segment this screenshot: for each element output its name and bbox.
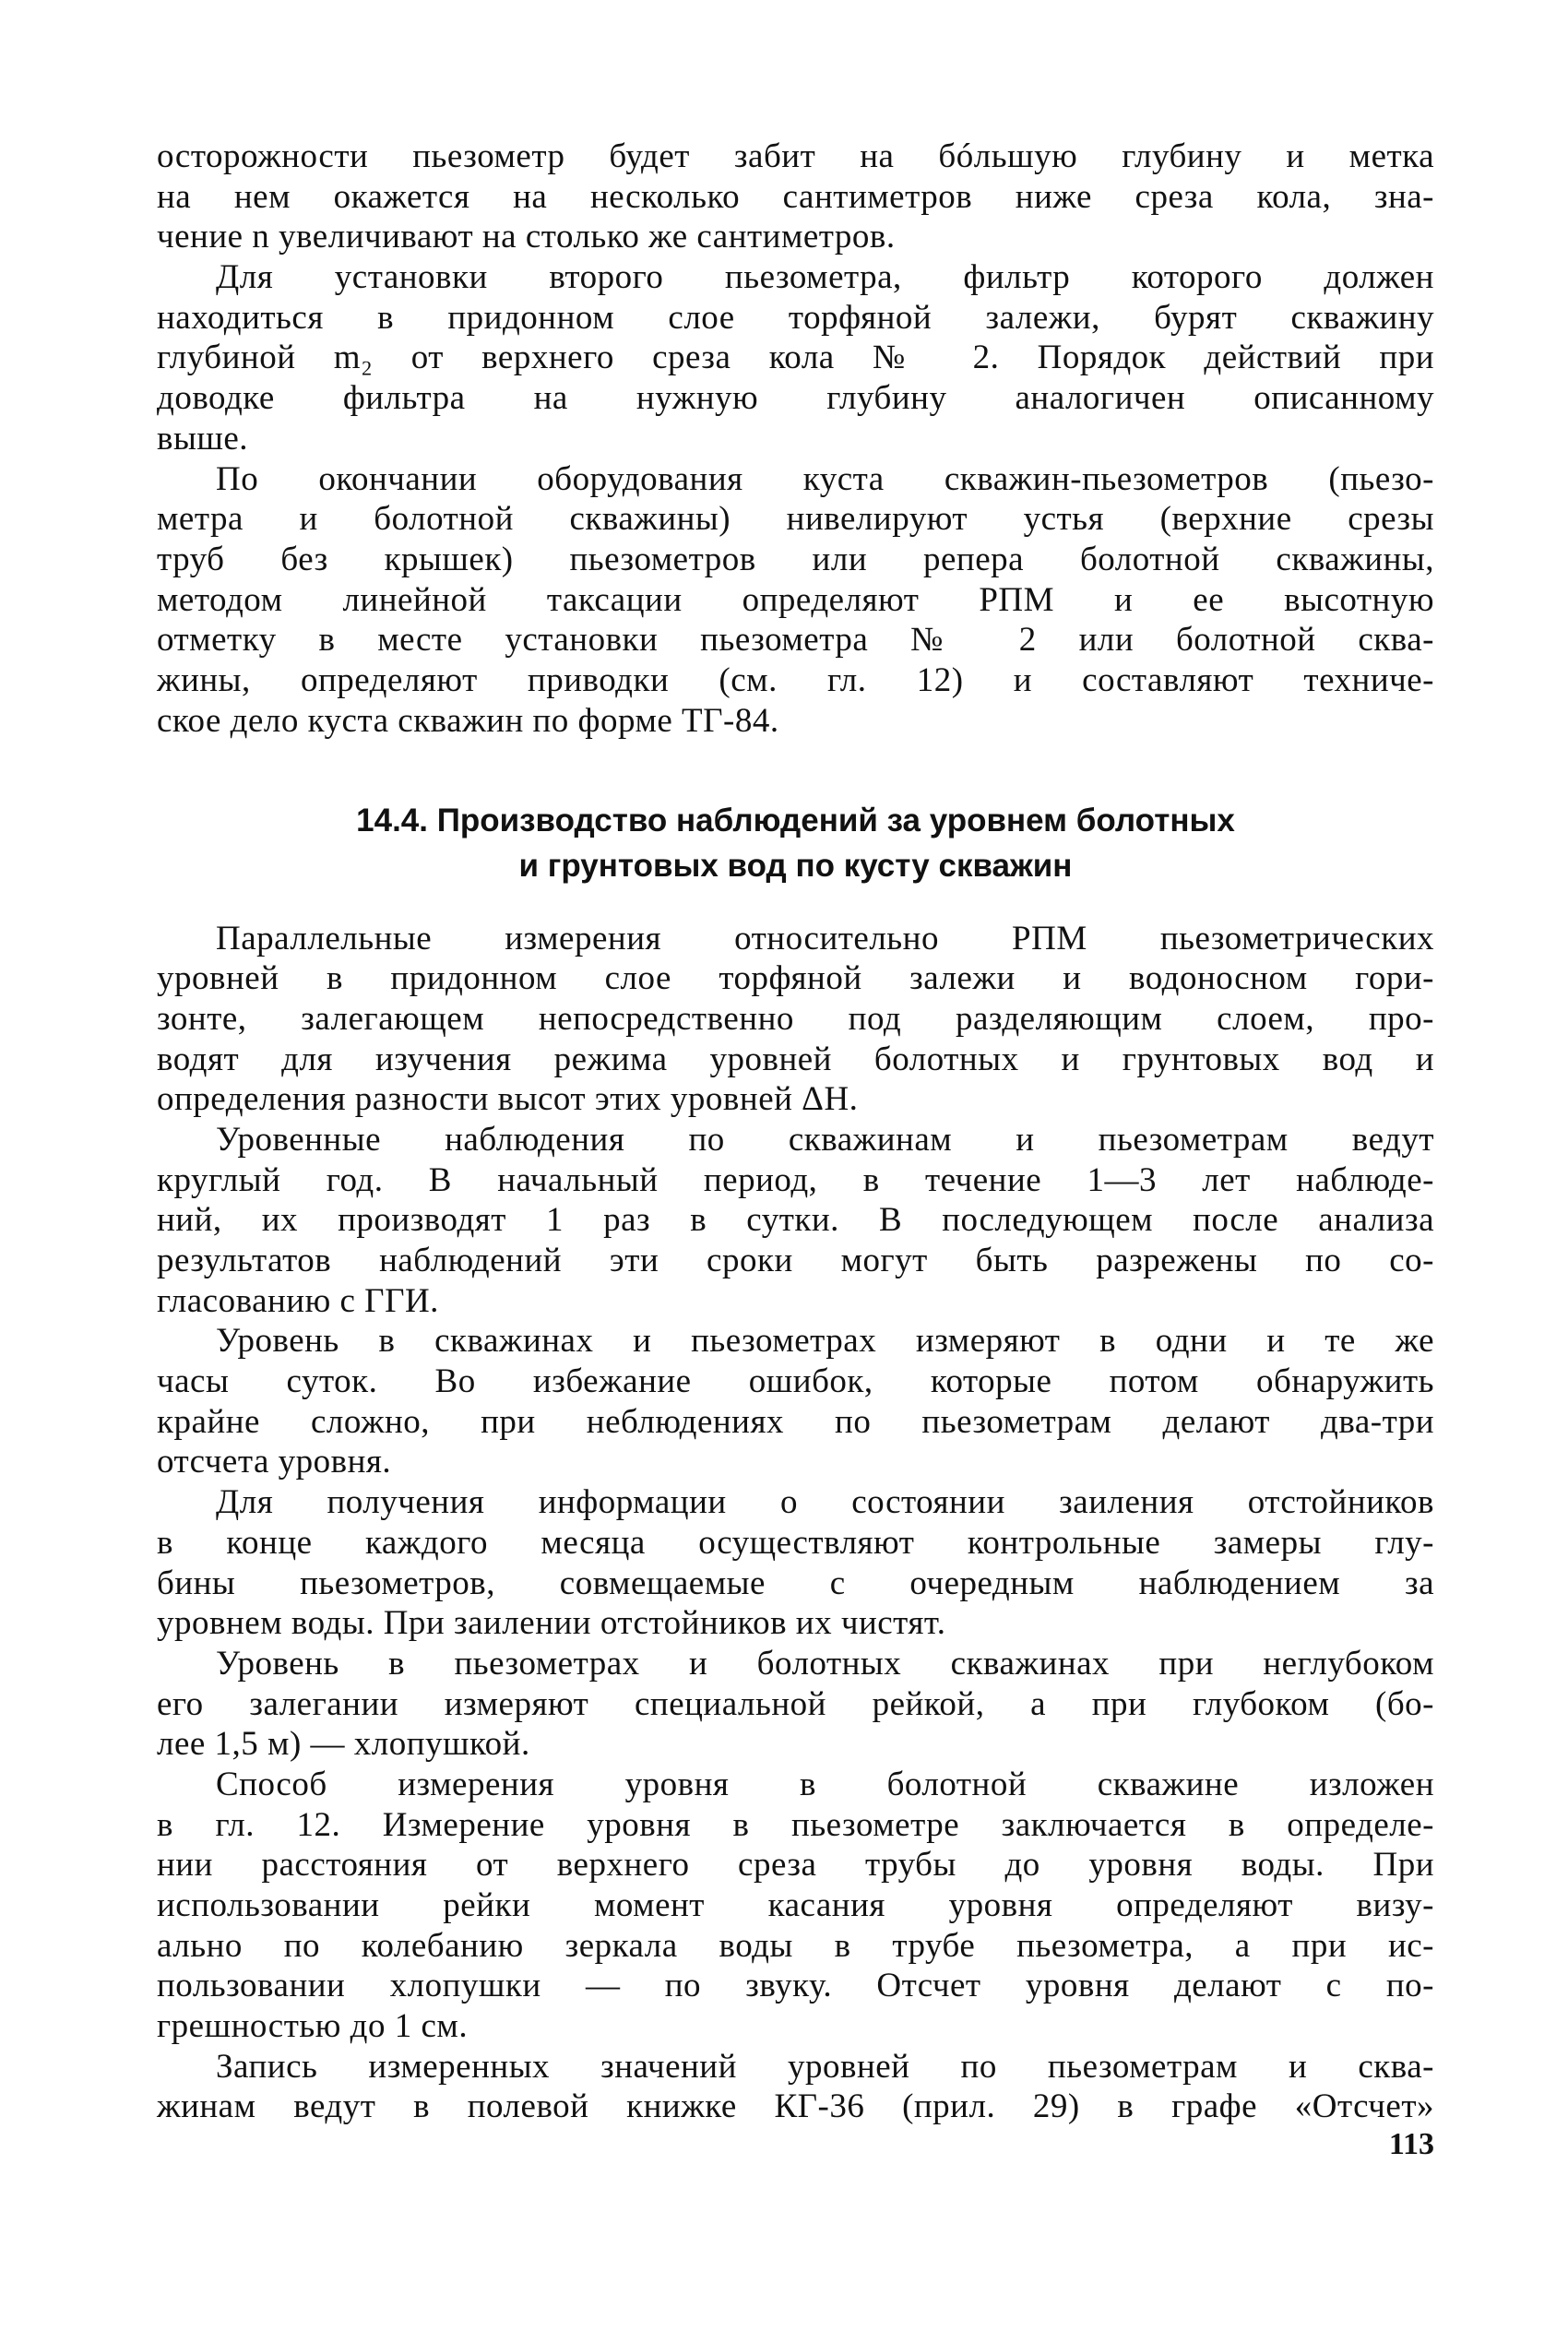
text-line: По окончании оборудования куста скважин-пьезометров (пьезо- (216, 459, 1434, 498)
text-line: в конце каждого месяца осуществляют контрольные замеры глу- (157, 1523, 1434, 1562)
text-line: методом линейной таксации определяют РПМ и ее высотную (157, 580, 1434, 619)
text-line: метра и болотной скважины) нивелируют устья (верхние срезы (157, 500, 1434, 539)
text-line: выше. (157, 419, 248, 458)
paragraph (157, 1644, 1434, 1765)
text-line: определения разности высот этих уровней ΔH. (157, 1080, 859, 1119)
text-line: ское дело куста скважин по форме ТГ-84. (157, 701, 779, 740)
paragraph (157, 2047, 1434, 2127)
text-line: Способ измерения уровня в болотной скважине изложен (216, 1765, 1434, 1803)
text-line: пользовании хлопушки — по звуку. Отсчет уровня делают с по- (157, 1967, 1434, 2005)
text-line: на нем окажется на несколько сантиметров ниже среза кола, зна- (157, 177, 1434, 216)
text-line: отсчета уровня. (157, 1443, 392, 1481)
text-line: Для получения информации о состоянии заиления отстойников (216, 1483, 1434, 1522)
text-line: зонте, залегающем непосредственно под разделяющим слоем, про- (157, 999, 1434, 1038)
text-line: Уровень в скважинах и пьезометрах измеряют в одни и те же (216, 1322, 1434, 1361)
text-line: Запись измеренных значений уровней по пьезометрам и сква- (216, 2047, 1434, 2086)
text-line: Для установки второго пьезометра, фильтр которого должен (216, 258, 1434, 297)
text-line: осторожности пьезометр будет забит на бóльшую глубину и метка (157, 137, 1434, 175)
text-line: Уровенные наблюдения по скважинам и пьезометрам ведут (216, 1120, 1434, 1159)
text-line: использовании рейки момент касания уровня определяют визу- (157, 1886, 1434, 1924)
text-line: лее 1,5 м) — хлопушкой. (157, 1725, 530, 1764)
section-heading (157, 799, 1434, 888)
heading-line: 14.4. Производство наблюдений за уровнем болотных (356, 803, 1235, 839)
text-line: часы суток. Во избежание ошибок, которые потом обнаружить (157, 1362, 1434, 1401)
text-line: результатов наблюдений эти сроки могут быть разрежены по со- (157, 1242, 1434, 1279)
text-line: водят для изучения режима уровней болотных и грунтовых вод и (157, 1040, 1434, 1078)
page-number: 113 (1388, 2127, 1434, 2161)
paragraph (157, 257, 1434, 458)
paragraph (157, 919, 1434, 1120)
paragraph (157, 1321, 1434, 1482)
paragraph (157, 137, 1434, 257)
text-line: жины, определяют приводки (см. гл. 12) и составляют техниче- (157, 660, 1434, 699)
text-line: грешностью до 1 см. (157, 2007, 469, 2046)
text-line: труб без крышек) пьезометров или репера болотной скважины, (157, 540, 1434, 578)
text-line: ально по колебанию зеркала воды в трубе пьезометра, а при ис- (157, 1926, 1434, 1965)
paragraph (157, 459, 1434, 742)
text-line: жинам ведут в полевой книжке КГ-36 (прил. 29) в графе «Отсчет» (157, 2087, 1434, 2126)
text-line: нии расстояния от верхнего среза трубы до уровня воды. При (157, 1846, 1434, 1885)
text-line: уровнем воды. При заилении отстойников их чистят. (157, 1604, 946, 1643)
paragraph (157, 1482, 1434, 1644)
text-line: находиться в придонном слое торфяной залежи, бурят скважину (157, 298, 1434, 337)
text-line: ний, их производят 1 раз в сутки. В последующем после анализа (157, 1201, 1434, 1240)
text-line: бины пьезометров, совмещаемые с очередным наблюдением за (157, 1564, 1434, 1602)
text-line: его залегании измеряют специальной рейкой, а при глубоком (бо- (157, 1684, 1434, 1723)
text-line: уровней в придонном слое торфяной залежи и водоносном гори- (157, 959, 1434, 998)
page-body (157, 137, 1434, 2127)
paragraph (157, 1120, 1434, 1321)
text-line: чение n увеличивают на столько же сантиметров. (157, 218, 896, 256)
text-line: в гл. 12. Измерение уровня в пьезометре заключается в определе- (157, 1805, 1434, 1844)
text-line: Уровень в пьезометрах и болотных скважинах при неглубоком (216, 1644, 1434, 1683)
heading-line: и грунтовых вод по кусту скважин (518, 847, 1073, 884)
text-line: отметку в месте установки пьезометра № 2 или болотной сква- (157, 621, 1434, 660)
text-line: Параллельные измерения относительно РПМ пьезометрических (216, 919, 1434, 957)
text-line: доводке фильтра на нужную глубину аналогичен описанному (157, 379, 1434, 418)
text-line: крайне сложно, при неблюдениях по пьезометрам делают два-три (157, 1402, 1434, 1441)
text-line: глубиной m₂ от верхнего среза кола № 2. Порядок действий при (157, 339, 1434, 377)
text-line: круглый год. В начальный период, в течение 1—3 лет наблюде- (157, 1160, 1434, 1199)
text-line: гласованию с ГГИ. (157, 1281, 439, 1320)
paragraph (157, 1765, 1434, 2047)
